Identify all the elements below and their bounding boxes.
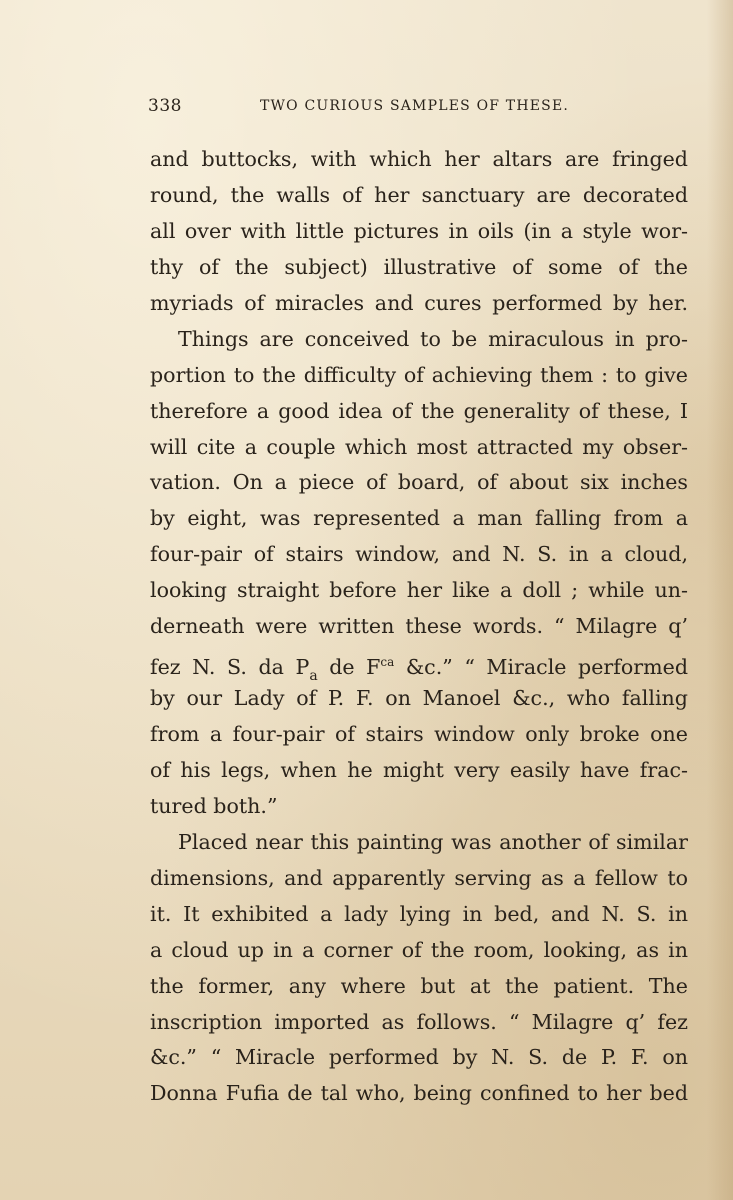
text-line: four-pair of stairs window, and N. S. in a cloud, xyxy=(150,542,688,567)
text-line: the former, any where but at the patient. The xyxy=(150,973,688,998)
text-line: a cloud up in a corner of the room, looking, as in xyxy=(150,937,688,962)
page-header xyxy=(148,96,698,124)
text-line: therefore a good idea of the generality of these, I xyxy=(150,398,688,423)
text-line: dimensions, and apparently serving as a fellow to xyxy=(150,865,688,890)
text-line: vation. On a piece of board, of about six inches xyxy=(150,470,688,495)
text-line: round, the walls of her sanctuary are decorated xyxy=(150,182,688,207)
paragraph-start-line: Things are conceived to be miraculous in pro- xyxy=(178,326,688,351)
text-line: portion to the difficulty of achieving them : to give xyxy=(150,362,688,387)
text-line: all over with little pictures in oils (in a style wor- xyxy=(150,218,688,243)
line-part: &c.” “ Miracle performed xyxy=(394,655,688,680)
text-line: by eight, was represented a man falling from a xyxy=(150,506,688,531)
line-part: fez N. S. da P xyxy=(150,655,310,680)
paragraph-start-line: Placed near this painting was another of similar xyxy=(178,829,688,854)
text-line: inscription imported as follows. “ Milagre q’ fez xyxy=(150,1009,688,1034)
line-part: de F xyxy=(317,655,381,680)
text-line: Donna Fufia de tal who, being confined to her bed xyxy=(150,1081,688,1106)
text-line: &c.” “ Miracle performed by N. S. de P. F. on xyxy=(150,1045,688,1070)
text-line: from a four-pair of stairs window only broke one xyxy=(150,722,688,746)
text-line: will cite a couple which most attracted my obser- xyxy=(150,434,688,459)
page-number: 338 xyxy=(148,96,182,116)
text-line: derneath were written these words. “ Milagre q’ xyxy=(150,614,688,639)
text-line: it. It exhibited a lady lying in bed, and N. S. in xyxy=(150,901,688,926)
text-line: and buttocks, with which her altars are fringed xyxy=(150,147,688,171)
subscript-abbreviation: a xyxy=(309,668,318,685)
text-line: by our Lady of P. F. on Manoel &c., who falling xyxy=(150,686,688,711)
text-line: thy of the subject) illustrative of some of the xyxy=(150,254,688,279)
paragraph-end-line: tured both.” xyxy=(150,793,278,818)
text-line: of his legs, when he might very easily have frac- xyxy=(150,757,688,782)
body-text xyxy=(150,142,688,1112)
text-line: myriads of miracles and cures performed by her. xyxy=(150,290,688,315)
text-line-with-abbreviation xyxy=(150,645,688,685)
text-line: looking straight before her like a doll ; while un- xyxy=(150,578,688,603)
superscript-abbreviation: ca xyxy=(380,655,395,670)
running-head: TWO CURIOUS SAMPLES OF THESE. xyxy=(260,98,570,114)
